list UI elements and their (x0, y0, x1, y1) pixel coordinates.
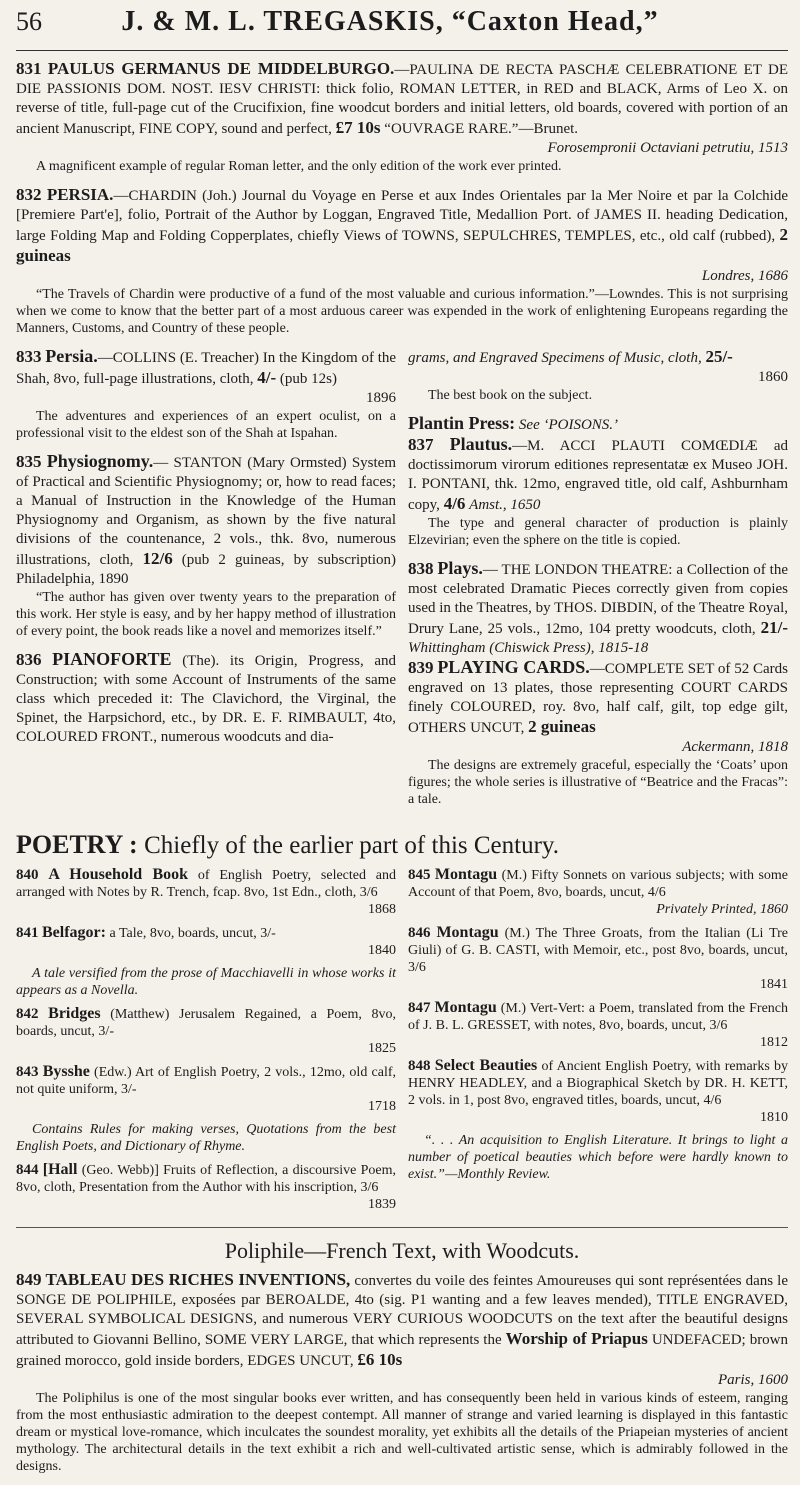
poetry-entry-842 (16, 1005, 396, 1057)
poetry-entry-846 (408, 924, 788, 993)
entry-title: Montagu (434, 999, 497, 1016)
entry-839 (408, 658, 788, 757)
entry-year: 1839 (368, 1197, 396, 1212)
entry-text: a Tale, 8vo, boards, uncut, 3/- (109, 926, 276, 941)
entry-price: 2 guineas (16, 225, 788, 265)
entry-price: 21/- (760, 618, 789, 637)
entry-text: (M.) Vert-Vert: a Poem, translated from the French of J. B. L. GRESSET, with notes, 8vo, boards, uncut, 3/6 (408, 1001, 789, 1033)
entry-year: 1840 (368, 943, 396, 958)
entry-text: (Geo. Webb)] Fruits of Reflection, a discoursive Poem, 8vo, cloth, Presentation from the Author with his inscription, 3/6 (16, 1163, 397, 1195)
entry-title: Montagu (436, 924, 499, 941)
entry-note: A magnificent example of regular Roman letter, and the only edition of the work ever printed. (36, 159, 562, 174)
entry-text: (M.) The Three Groats, from the Italian (Li Tre Giuli) of G. B. CASTI, with Memoir, etc., post 8vo, boards, uncut, 3/6 (408, 926, 789, 975)
entry-title: PIANOFORTE (52, 649, 172, 669)
entry-imprint: Ackermann, 1818 (682, 739, 788, 755)
entry-number: 838 (408, 559, 434, 578)
entry-number: 844 (16, 1162, 39, 1178)
entry-number: 835 (16, 452, 42, 471)
entry-year: 1860 (758, 369, 788, 385)
entry-text: — STANTON (Mary Ormsted) System of Practical and Scientific Physiognomy; or, how to read faces; a Manual of Instruction in the Knowledge of the Human Physiognomy and Organism, as shown by the five natural divisions of the countenance, 2 vols., thk. 8vo, numerous illustrations, cloth, (16, 455, 397, 568)
entry-836-continued (408, 347, 788, 387)
poetry-subheading: Chiefly of the earlier part of this Century. (144, 832, 560, 859)
entry-text: (Matthew) Jerusalem Regained, a Poem, 8vo, boards, uncut, 3/- (16, 1007, 397, 1039)
entry-pub: (pub 12s) (279, 371, 337, 387)
poetry-entry-847 (408, 999, 788, 1051)
entry-title: Plantin Press: (408, 413, 516, 433)
entry-note: The type and general character of production is plainly Elzevirian; even the sphere on the title is copied. (408, 516, 788, 548)
entry-number: 842 (16, 1006, 39, 1022)
entry-text: (Edw.) Art of English Poetry, 2 vols., 12mo, old calf, not quite uniform, 3/- (16, 1065, 396, 1097)
entry-title: Select Beauties (434, 1057, 538, 1074)
poetry-entry-844 (16, 1161, 396, 1213)
entry-title: [Hall (42, 1161, 78, 1178)
entry-number: 837 (408, 435, 434, 454)
entry-note: The designs are extremely graceful, especially the ‘Coats’ upon figures; the whole series is illustrative of “Beatrice and the Fracas”: a tale. (408, 758, 788, 807)
poetry-entry-841 (16, 924, 396, 959)
poliphile-heading: Poliphile—French Text, with Woodcuts. (224, 1238, 580, 1263)
entry-citation: “OUVRAGE RARE.”—Brunet. (384, 121, 579, 137)
entry-note: The Poliphilus is one of the most singular books ever written, and has consequently been held in various kinds of esteem, ranging from the most enthusiastic admiration to the deepest contempt. All manner of strange and varied learning is displayed in this fantastic dream or mystical love-romance, which inculcates the soundest morality, yet exhibits all the details of the Priapeian mysteries of ancient mythology. The architectural details in the text exhibit a rich and well-cultivated artistic sense, which is admirably followed in the designs. (16, 1391, 788, 1474)
entry-note: The best book on the subject. (428, 388, 593, 403)
two-column-section (16, 347, 788, 818)
entry-imprint: Londres, 1686 (701, 268, 788, 284)
entry-title: Bysshe (42, 1063, 90, 1080)
entry-plantin (408, 414, 788, 435)
entry-number: 847 (408, 1000, 431, 1016)
entry-title: Montagu (434, 866, 498, 883)
entry-849 (16, 1270, 788, 1390)
poetry-heading: POETRY : (16, 830, 138, 859)
entry-text: —CHARDIN (Joh.) Journal du Voyage en Perse et aux Indes Orientales par la Mer Noire et par la Colchide [Premiere Part'e], folio, Portrait of the Author by Loggan, Engraved Title, Medallion Port. of JAMES II. heading Dedication, large Folding Map and Folding Copperplates, chiefly Views of TOWNS, SEPULCHRES, TEMPLES, etc., old calf (rubbed), (16, 188, 789, 244)
entry-number: 846 (408, 925, 431, 941)
entry-title: Plautus. (449, 434, 513, 454)
entry-note: “. . . An acquisition to English Literature. It brings to light a number of poetical beauties which before were hardly known to exist.”—Monthly Review. (408, 1133, 788, 1182)
entry-number: 833 (16, 347, 42, 366)
entry-price: 4/6 (443, 494, 466, 513)
entry-year: 1810 (760, 1110, 788, 1125)
entry-year: 1812 (760, 1035, 788, 1050)
poetry-right-column (408, 866, 788, 1219)
entry-text: grams, and Engraved Specimens of Music, cloth, (408, 350, 702, 366)
entry-imprint: Paris, 1600 (717, 1372, 788, 1388)
catalogue-page (16, 6, 788, 1485)
entry-price: 12/6 (142, 549, 173, 568)
entry-year: 1718 (368, 1099, 396, 1114)
entry-title: PAULUS GERMANUS DE MIDDELBURGO. (47, 59, 395, 78)
entry-text: of English Poetry, selected and arranged with Notes by R. Trench, fcap. 8vo, 1st Edn., cloth, 3/6 (16, 868, 397, 900)
entry-number: 836 (16, 650, 42, 669)
entry-title: Belfagor: (42, 924, 106, 941)
entry-title: Persia. (45, 346, 98, 366)
entry-title: Plays. (437, 558, 483, 578)
poetry-columns (16, 866, 788, 1219)
entry-number: 840 (16, 867, 39, 883)
entry-imprint: Forosempronii Octaviani petrutiu, 1513 (547, 140, 788, 156)
entry-number: 839 (408, 658, 434, 677)
entry-price: £6 10s (357, 1350, 403, 1369)
poetry-entry-848 (408, 1057, 788, 1126)
section-divider (16, 1227, 788, 1228)
entry-number: 832 (16, 185, 42, 204)
entry-title: PERSIA. (46, 185, 114, 204)
entry-text: — THE LONDON THEATRE: a Collection of the most celebrated Dramatic Pieces correctly given from copies used in the Theatres, by THOS. DIBDIN, of the Theatre Royal, Drury Lane, 25 vols., 12mo, 104 pretty woodcuts, cloth, (408, 562, 788, 637)
entry-number: 845 (408, 867, 431, 883)
entry-number: 841 (16, 925, 39, 941)
entry-title: Bridges (48, 1005, 101, 1022)
entry-833 (16, 347, 396, 408)
entry-text: —COMPLETE SET of 52 Cards engraved on 13 plates, those representing COURT CARDS finely COLOURED, roy. 8vo, half calf, gilt, top edge gilt, OTHERS UNCUT, (408, 661, 789, 736)
entry-year: 1868 (368, 902, 396, 917)
entry-note: “The author has given over twenty years to the preparation of this work. Her style is easy, and by her happy method of illustration of every point, the book reads like a novel and memorizes itself.” (16, 590, 396, 639)
entry-year: 1825 (368, 1041, 396, 1056)
entry-note: Contains Rules for making verses, Quotations from the best English Poets, and Dictionary of Rhyme. (16, 1122, 396, 1154)
entry-imprint: Amst., 1650 (469, 497, 541, 513)
entry-832 (16, 185, 788, 286)
entry-838 (408, 559, 788, 658)
entry-number: 849 (16, 1270, 42, 1289)
entry-imprint: Privately Printed, 1860 (656, 902, 788, 917)
right-column (408, 347, 788, 818)
entry-number: 831 (16, 59, 42, 78)
entry-text-continued: UNDEFACED; brown grained morocco, gold inside borders, EDGES UNCUT, (16, 1332, 789, 1369)
entry-text: (M.) Fifty Sonnets on various subjects; with some Account of that Poem, 8vo, boards, uncut, 4/6 (408, 868, 788, 900)
entry-836 (16, 650, 396, 747)
entry-title: Physiognomy. (46, 451, 154, 471)
entry-text: (The). its Origin, Progress, and Construction; with some Account of Instruments of the same class which preceded it: The Clavichord, the Virginal, the Spinet, the Harpsichord, etc., by DR. E. F. RIMBAULT, 4to, COLOURED FRONT., numerous woodcuts and dia- (16, 653, 397, 745)
entry-note: A tale versified from the prose of Macchiavelli in whose works it appears as a Novella. (16, 966, 396, 998)
entry-price: 4/- (257, 368, 277, 387)
entry-text: —PAULINA DE RECTA PASCHÆ CELEBRATIONE ET DE DIE PASSIONIS DOM. NOST. IESV CHRISTI: thick folio, ROMAN LETTER, in RED and BLACK, Arms of Leo X. on reverse of title, full-page cut of the Crucifixion, fine woodcut borders and initial letters, old boards, covered with portion of an ancient Manuscript, FINE COPY, sound and perfect, (16, 62, 789, 137)
entry-pub: (pub 2 guineas, by subscription) Philadelphia, 1890 (16, 552, 396, 587)
poetry-entry-840 (16, 866, 396, 918)
entry-year: 1841 (760, 977, 788, 992)
entry-title: A Household Book (48, 866, 189, 883)
page-header (16, 6, 788, 50)
entry-price: £7 10s (335, 118, 381, 137)
entry-price: 2 guineas (528, 717, 596, 736)
poetry-entry-843 (16, 1063, 396, 1115)
entry-831 (16, 59, 788, 158)
entry-text: of Ancient English Poetry, with remarks by HENRY HEADLEY, and a Biographical Sketch by DR. H. KETT, 2 vols. in 1, post 8vo, engraved titles, boards, uncut, 4/6 (408, 1059, 789, 1108)
entry-year: 1896 (366, 390, 396, 406)
poetry-entry-845 (408, 866, 788, 918)
page-number: 56 (16, 7, 42, 36)
poetry-section-heading (16, 830, 788, 860)
entry-837 (408, 435, 788, 515)
entry-number: 848 (408, 1058, 431, 1074)
entry-imprint: Whittingham (Chiswick Press), 1815-18 (408, 640, 649, 656)
entry-title: TABLEAU DES RICHES INVENTIONS, (45, 1270, 351, 1289)
entry-text: —COLLINS (E. Treacher) In the Kingdom of the Shah, 8vo, full-page illustrations, cloth, (16, 350, 397, 387)
entry-title-secondary: Worship of Priapus (505, 1329, 648, 1348)
running-head: J. & M. L. TREGASKIS, “Caxton Head,” (121, 6, 659, 37)
header-rule (16, 50, 788, 51)
entry-price: 25/- (705, 347, 733, 366)
entry-text: —M. ACCI PLAUTI COMŒDIÆ ad doctissimorum virorum editiones representatæ ex Museo JOH. I. PONTANI, thk. 12mo, engraved title, old calf, Ashburnham copy, (408, 438, 788, 513)
entry-text: See ‘POISONS.’ (518, 417, 619, 433)
entry-number: 843 (16, 1064, 39, 1080)
entry-note: The adventures and experiences of an expert oculist, on a professional visit to the eldest son of the Shah at Ispahan. (16, 409, 396, 441)
poetry-left-column (16, 866, 396, 1219)
entry-note: “The Travels of Chardin were productive of a fund of the most valuable and curious information.”—Lowndes. This is not surprising when we come to know that the better part of a most arduous career was expended in the work of enlightening Europeans regarding the Manners, Customs, and Country of these people. (16, 287, 788, 336)
left-column (16, 347, 396, 818)
entry-text: convertes du voile des feintes Amoureuses qui sont représentées dans le SONGE DE POLIPHILE, exposées par BEROALDE, 4to (sig. P1 wanting and a few leaves mended), TITLE ENGRAVED, SEVERAL SYMBOLICAL DESIGNS, and numerous VERY CURIOUS WOODCUTS on the text after the beautiful designs attributed to Giovanni Bellino, SOME VERY LARGE, that which represents the (16, 1273, 789, 1348)
entry-title: PLAYING CARDS. (437, 657, 590, 677)
entry-835 (16, 452, 396, 589)
